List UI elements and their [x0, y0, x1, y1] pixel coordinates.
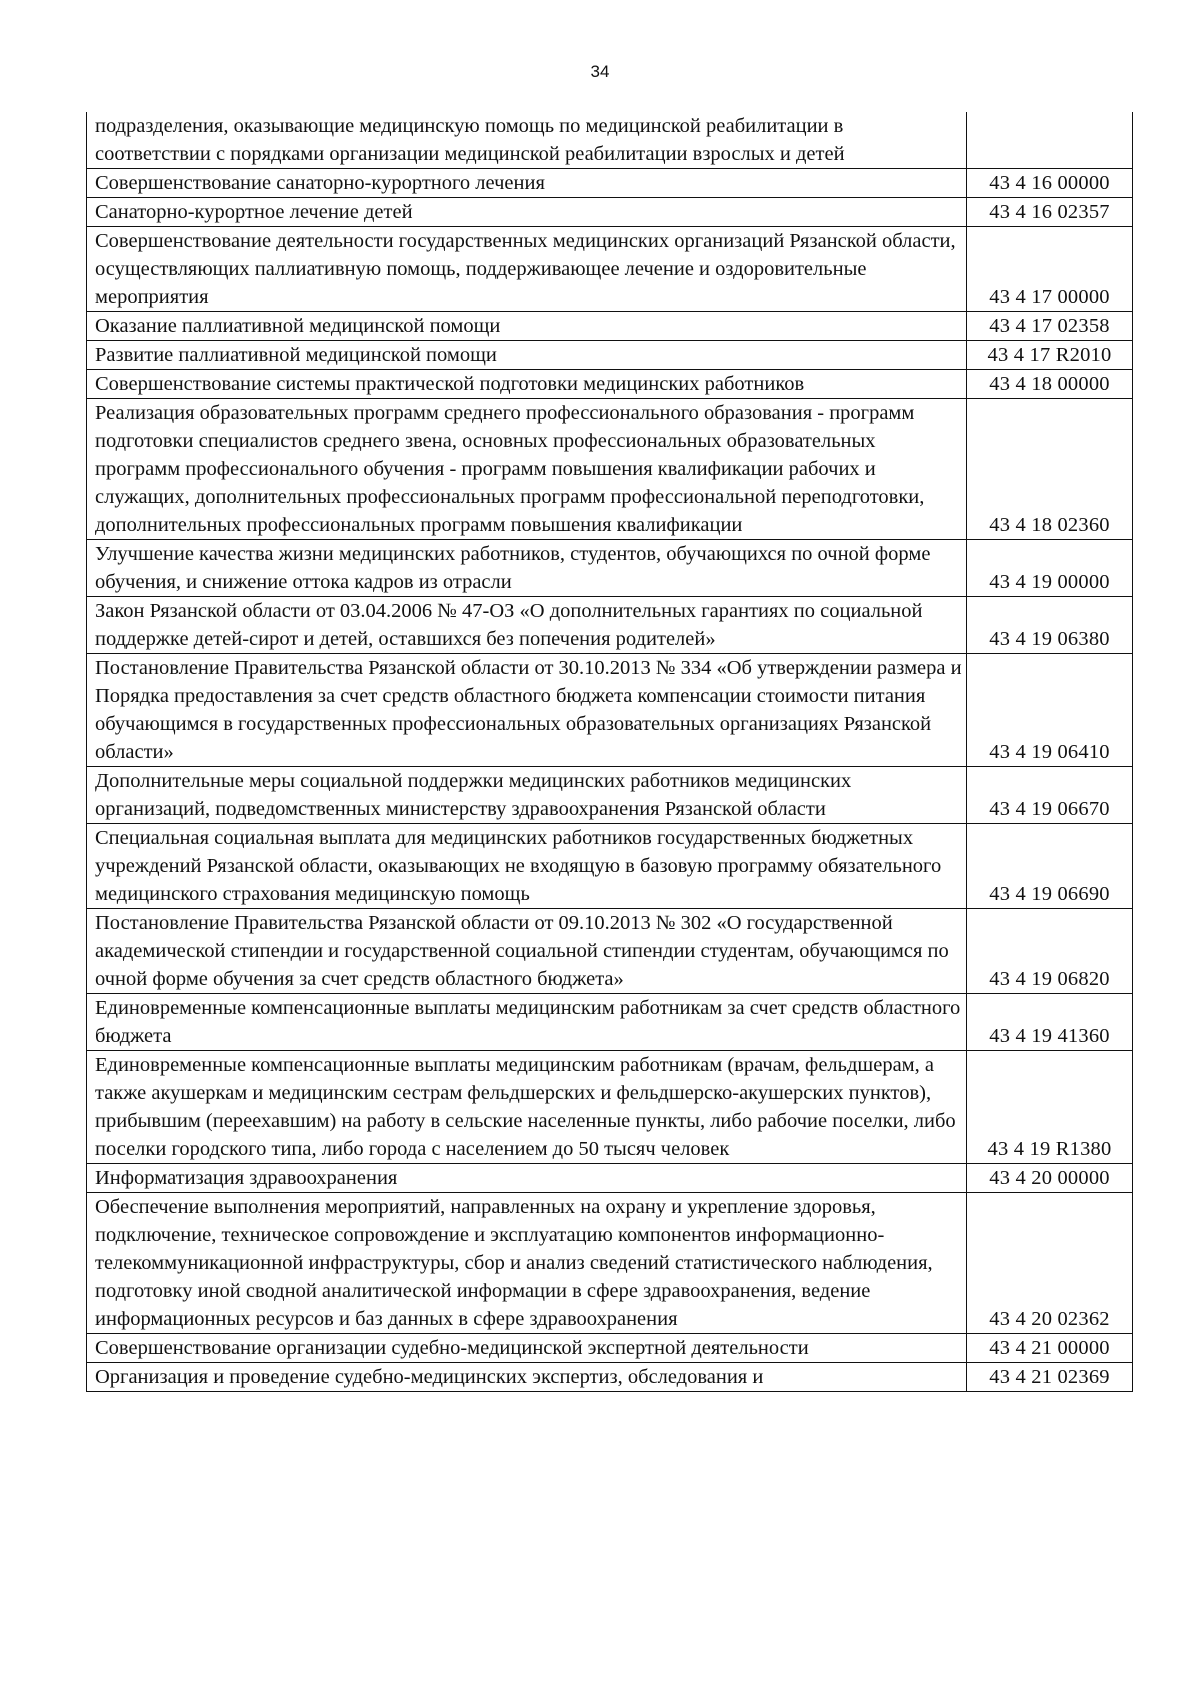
budget-classification-table	[86, 112, 1133, 1392]
row-code: 43 4 16 00000	[967, 169, 1133, 198]
row-description: Организация и проведение судебно-медицинских экспертиз, обследования и	[87, 1363, 967, 1392]
table-row	[87, 909, 1133, 994]
row-code: 43 4 18 02360	[967, 399, 1133, 540]
row-code	[967, 112, 1133, 169]
row-code: 43 4 19 R1380	[967, 1051, 1133, 1164]
row-description: Единовременные компенсационные выплаты медицинским работникам за счет средств областного бюджета	[87, 994, 967, 1051]
row-description: Совершенствование санаторно-курортного лечения	[87, 169, 967, 198]
table-row	[87, 597, 1133, 654]
row-description: Совершенствование системы практической подготовки медицинских работников	[87, 370, 967, 399]
row-description: Улучшение качества жизни медицинских работников, студентов, обучающихся по очной форме обучения, и снижение оттока кадров из отрасли	[87, 540, 967, 597]
table-row	[87, 1334, 1133, 1363]
row-description: Постановление Правительства Рязанской области от 30.10.2013 № 334 «Об утверждении размера и Порядка предоставления за счет средств областного бюджета компенсации стоимости питания обучающимся в государственных профессиональных образовательных организациях Рязанской области»	[87, 654, 967, 767]
row-description: Санаторно-курортное лечение детей	[87, 198, 967, 227]
row-description: Совершенствование деятельности государственных медицинских организаций Рязанской области, осуществляющих паллиативную помощь, поддерживающее лечение и оздоровительные мероприятия	[87, 227, 967, 312]
row-code: 43 4 19 06820	[967, 909, 1133, 994]
table-row	[87, 341, 1133, 370]
row-code: 43 4 19 06380	[967, 597, 1133, 654]
table-row	[87, 994, 1133, 1051]
row-code: 43 4 21 00000	[967, 1334, 1133, 1363]
row-code: 43 4 21 02369	[967, 1363, 1133, 1392]
table-row	[87, 654, 1133, 767]
row-description: Обеспечение выполнения мероприятий, направленных на охрану и укрепление здоровья, подключение, техническое сопровождение и эксплуатацию компонентов информационно-телекоммуникационной инфраструктуры, сбор и анализ сведений статистического наблюдения, подготовку иной сводной аналитической информации в сфере здравоохранения, ведение информационных ресурсов и баз данных в сфере здравоохранения	[87, 1193, 967, 1334]
row-code: 43 4 19 06410	[967, 654, 1133, 767]
table-row	[87, 198, 1133, 227]
row-description: Постановление Правительства Рязанской области от 09.10.2013 № 302 «О государственной академической стипендии и государственной социальной стипендии студентам, обучающимся по очной форме обучения за счет средств областного бюджета»	[87, 909, 967, 994]
row-code: 43 4 17 02358	[967, 312, 1133, 341]
table-row	[87, 169, 1133, 198]
table-row	[87, 1193, 1133, 1334]
table-row	[87, 312, 1133, 341]
row-code: 43 4 17 R2010	[967, 341, 1133, 370]
row-code: 43 4 20 00000	[967, 1164, 1133, 1193]
table-row	[87, 370, 1133, 399]
row-code: 43 4 16 02357	[967, 198, 1133, 227]
row-description: Оказание паллиативной медицинской помощи	[87, 312, 967, 341]
row-description: Дополнительные меры социальной поддержки медицинских работников медицинских организаций, подведомственных министерству здравоохранения Рязанской области	[87, 767, 967, 824]
table-row	[87, 540, 1133, 597]
table-row	[87, 824, 1133, 909]
row-description: Реализация образовательных программ среднего профессионального образования - программ подготовки специалистов среднего звена, основных профессиональных образовательных программ профессионального обучения - программ повышения квалификации рабочих и служащих, дополнительных профессиональных программ профессиональной переподготовки, дополнительных профессиональных программ повышения квалификации	[87, 399, 967, 540]
row-code: 43 4 17 00000	[967, 227, 1133, 312]
table-row	[87, 399, 1133, 540]
table-row	[87, 767, 1133, 824]
row-code: 43 4 19 41360	[967, 994, 1133, 1051]
table-row	[87, 1363, 1133, 1392]
row-description: Закон Рязанской области от 03.04.2006 № 47-ОЗ «О дополнительных гарантиях по социальной поддержке детей-сирот и детей, оставшихся без попечения родителей»	[87, 597, 967, 654]
row-code: 43 4 19 06670	[967, 767, 1133, 824]
table-row	[87, 112, 1133, 169]
table-body	[87, 112, 1133, 1392]
row-description: Совершенствование организации судебно-медицинской экспертной деятельности	[87, 1334, 967, 1363]
page-number: 34	[590, 62, 610, 81]
row-description: Развитие паллиативной медицинской помощи	[87, 341, 967, 370]
row-code: 43 4 19 00000	[967, 540, 1133, 597]
row-description: Специальная социальная выплата для медицинских работников государственных бюджетных учреждений Рязанской области, оказывающих не входящую в базовую программу обязательного медицинского страхования медицинскую помощь	[87, 824, 967, 909]
table-row	[87, 227, 1133, 312]
row-code: 43 4 18 00000	[967, 370, 1133, 399]
row-description: Единовременные компенсационные выплаты медицинским работникам (врачам, фельдшерам, а также акушеркам и медицинским сестрам фельдшерских и фельдшерско-акушерских пунктов), прибывшим (переехавшим) на работу в сельские населенные пункты, либо рабочие поселки, либо поселки городского типа, либо города с населением до 50 тысяч человек	[87, 1051, 967, 1164]
row-code: 43 4 19 06690	[967, 824, 1133, 909]
table-row	[87, 1164, 1133, 1193]
row-description: подразделения, оказывающие медицинскую помощь по медицинской реабилитации в соответствии с порядками организации медицинской реабилитации взрослых и детей	[87, 112, 967, 169]
table-row	[87, 1051, 1133, 1164]
row-code: 43 4 20 02362	[967, 1193, 1133, 1334]
row-description: Информатизация здравоохранения	[87, 1164, 967, 1193]
